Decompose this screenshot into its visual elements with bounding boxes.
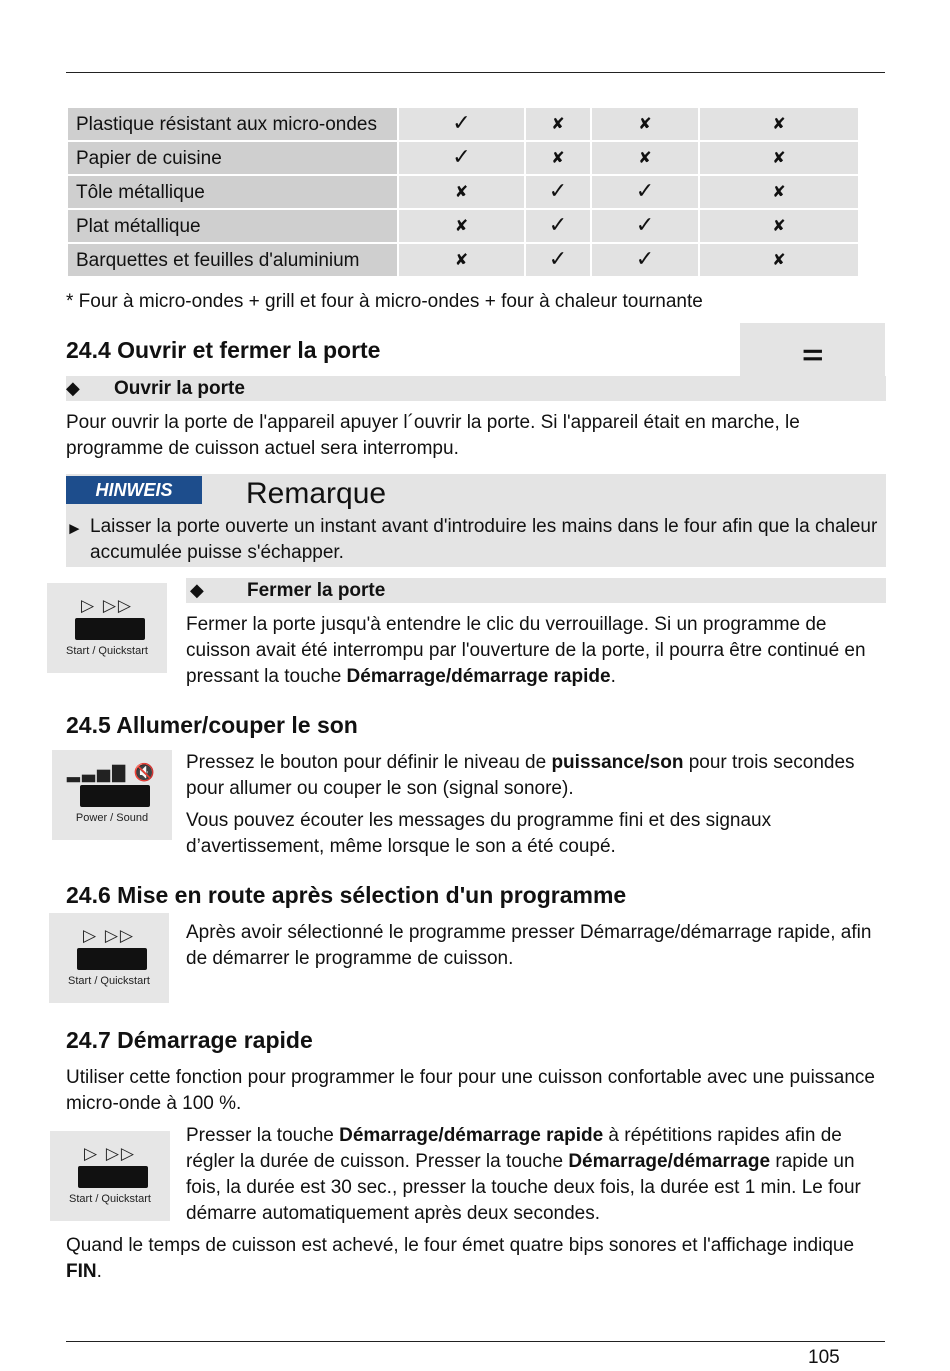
- check-icon: ✓: [548, 212, 568, 237]
- table-footnote: * Four à micro-ondes + grill et four à micro-ondes + four à chaleur tournante: [66, 291, 703, 312]
- diamond-bullet-icon: ◆: [66, 378, 80, 398]
- subheading-open-door: [66, 376, 886, 401]
- power-sound-key: [80, 785, 150, 807]
- cross-icon: ✘: [454, 183, 469, 201]
- cross-icon: ✘: [772, 251, 786, 269]
- suitability-cell: [526, 210, 590, 242]
- table-row: [68, 176, 858, 208]
- material-cell: Plastique résistant aux micro-ondes: [68, 108, 397, 140]
- start-quickstart-key: [77, 948, 147, 970]
- suitability-cell: [399, 142, 524, 174]
- suitability-cell: [592, 108, 698, 140]
- section-heading-24-6: 24.6 Mise en route après sélection d'un programme: [66, 882, 627, 908]
- subheading-label: Ouvrir la porte: [114, 378, 245, 399]
- suitability-cell: [399, 210, 524, 242]
- suitability-cell: [700, 108, 858, 140]
- table-row: [68, 108, 858, 140]
- check-icon: ✓: [635, 178, 655, 203]
- play-fast-forward-icon: ▷ ▷▷: [83, 926, 135, 945]
- check-icon: ✓: [548, 178, 568, 203]
- material-cell: Barquettes et feuilles d'aluminium: [68, 244, 397, 276]
- cross-icon: ✘: [454, 251, 469, 269]
- subheading-close-door: [186, 578, 886, 603]
- table-row: [68, 244, 858, 276]
- suitability-cell: [399, 244, 524, 276]
- compatibility-table: [66, 106, 860, 278]
- start-quickstart-button-panel: [50, 1131, 170, 1221]
- suitability-cell: [526, 108, 590, 140]
- power-sound-button-panel: [52, 750, 172, 840]
- note-text: Laisser la porte ouverte un instant avant d'introduire les mains dans le four afin que la chaleur accumulée puisse s'échapper.: [90, 516, 878, 563]
- check-icon: ✓: [635, 212, 655, 237]
- suitability-cell: [399, 176, 524, 208]
- cross-icon: ✘: [454, 217, 469, 235]
- suitability-cell: [526, 176, 590, 208]
- quickstart-text: Presser la touche Démarrage/démarrage rapide à répétitions rapides afin de régler la durée de cuisson. Presser la touche Démarrage/démarrage rapide un fois, la durée est 30 sec., presser la touche deux fois, la durée est 1 min. Le four démarre automatiquement après deux secondes.: [186, 1125, 861, 1224]
- open-door-text: Pour ouvrir la porte de l'appareil apuyer l´ouvrir la porte. Si l'appareil était en marche, le programme de cuisson actuel sera interrompu.: [66, 412, 800, 459]
- button-caption: Start / Quickstart: [68, 975, 150, 987]
- button-caption: Start / Quickstart: [69, 1193, 151, 1205]
- check-icon: ✓: [548, 246, 568, 271]
- section-heading-24-7: 24.7 Démarrage rapide: [66, 1027, 313, 1053]
- suitability-cell: [592, 176, 698, 208]
- close-door-text: Fermer la porte jusqu'à entendre le clic du verrouillage. Si un programme de cuisson avait été interrompu par l'ouverture de la porte, il pourra être continué en pressant la touche Démarrage/démarrage rapide.: [186, 614, 866, 687]
- suitability-cell: [700, 176, 858, 208]
- cross-icon: ✘: [772, 217, 786, 235]
- hinweis-badge: HINWEIS: [66, 476, 202, 504]
- arrow-bullet-icon: ►: [66, 519, 83, 538]
- start-quickstart-key: [75, 618, 145, 640]
- cross-icon: ✘: [772, 183, 786, 201]
- suitability-cell: [526, 244, 590, 276]
- cross-icon: ✘: [772, 115, 786, 133]
- cross-icon: ✘: [638, 115, 652, 133]
- note-box: [66, 474, 886, 567]
- suitability-cell: [526, 142, 590, 174]
- material-cell: Papier de cuisine: [68, 142, 397, 174]
- quickstart-end-text: Quand le temps de cuisson est achevé, le four émet quatre bips sonores et l'affichage indique FIN.: [66, 1235, 855, 1282]
- suitability-cell: [700, 210, 858, 242]
- power-level-mute-icon: ▂▃▅▇ 🔇: [66, 763, 158, 782]
- section-heading-24-5: 24.5 Allumer/couper le son: [66, 712, 358, 738]
- table-row: [68, 210, 858, 242]
- table-row: [68, 142, 858, 174]
- suitability-cell: [592, 210, 698, 242]
- top-rule: [66, 72, 885, 73]
- page-number: 105: [808, 1347, 840, 1368]
- quickstart-intro: Utiliser cette fonction pour programmer le four pour une cuisson confortable avec une puissance micro-onde à 100 %.: [66, 1067, 875, 1114]
- door-open-icon: ⚌: [802, 339, 824, 366]
- suitability-cell: [700, 244, 858, 276]
- suitability-cell: [592, 142, 698, 174]
- button-caption: Start / Quickstart: [66, 645, 148, 657]
- diamond-bullet-icon: ◆: [190, 580, 204, 600]
- cross-icon: ✘: [551, 149, 565, 167]
- cross-icon: ✘: [551, 115, 565, 133]
- check-icon: ✓: [452, 110, 471, 135]
- subheading-label: Fermer la porte: [247, 580, 386, 601]
- play-fast-forward-icon: ▷ ▷▷: [81, 596, 133, 615]
- suitability-cell: [700, 142, 858, 174]
- section-heading-24-4: 24.4 Ouvrir et fermer la porte: [66, 337, 381, 363]
- note-title: Remarque: [246, 477, 387, 510]
- material-cell: Plat métallique: [68, 210, 397, 242]
- program-start-text: Après avoir sélectionné le programme presser Démarrage/démarrage rapide, afin de démarrer le programme de cuisson.: [186, 922, 872, 969]
- bottom-rule: [66, 1341, 885, 1342]
- start-quickstart-button-panel: [47, 583, 167, 673]
- check-icon: ✓: [635, 246, 655, 271]
- check-icon: ✓: [452, 144, 471, 169]
- cross-icon: ✘: [638, 149, 652, 167]
- suitability-cell: [592, 244, 698, 276]
- play-fast-forward-icon: ▷ ▷▷: [84, 1144, 136, 1163]
- suitability-cell: [399, 108, 524, 140]
- sound-paragraph-2: Vous pouvez écouter les messages du programme fini et des signaux d’avertissement, même lorsque le son a été coupé.: [186, 810, 772, 857]
- button-caption: Power / Sound: [75, 812, 149, 824]
- start-quickstart-key: [78, 1166, 148, 1188]
- material-cell: Tôle métallique: [68, 176, 397, 208]
- cross-icon: ✘: [772, 149, 786, 167]
- sound-paragraph-1: Pressez le bouton pour définir le niveau de puissance/son pour trois secondes pour allumer ou couper le son (signal sonore).: [186, 752, 855, 799]
- start-quickstart-button-panel: [49, 913, 169, 1003]
